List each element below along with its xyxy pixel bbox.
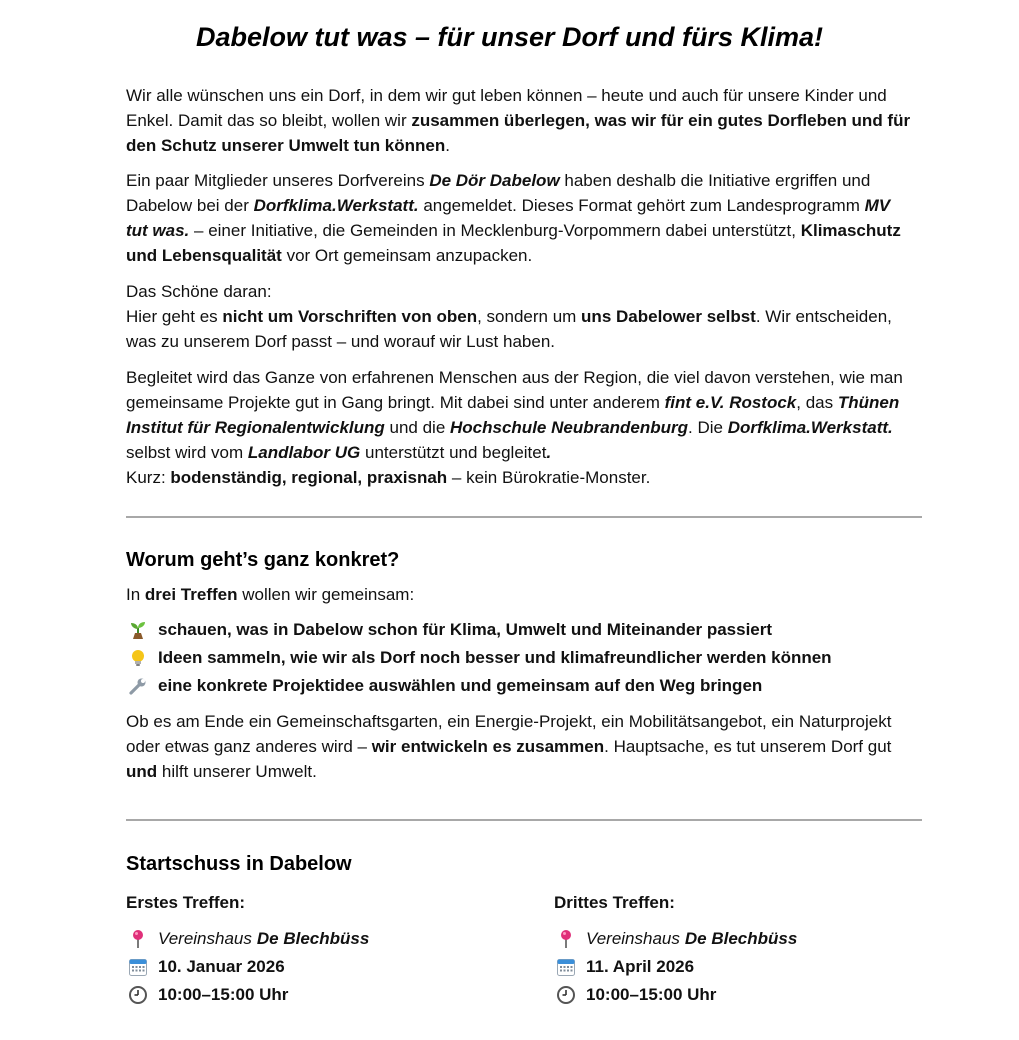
section-heading: Worum geht’s ganz konkret? bbox=[126, 549, 400, 571]
meeting-title: Erstes Treffen: bbox=[126, 893, 246, 912]
clock-icon bbox=[556, 985, 576, 1005]
section-heading: Startschuss in Dabelow bbox=[126, 853, 352, 875]
meeting-title: Drittes Treffen: bbox=[554, 893, 675, 912]
page-title: Dabelow tut was – für unser Dorf und fürs Klima! bbox=[195, 22, 824, 52]
section-divider bbox=[126, 819, 922, 821]
meeting-date: 11. April 2026 bbox=[554, 953, 934, 981]
pushpin-icon bbox=[128, 929, 148, 949]
intro-paragraph-2: Ein paar Mitglieder unseres Dorfvereins De Dör Dabelow haben deshalb die Initiative ergriffen und Dabelow bei der Dorfklima.Werkstatt. angemeldet. Dieses Format gehört zum Landesprogramm MV tut was. – einer Initiative, die Gemeinden in Mecklenburg-Vorpommern dabei unterstützt, Klimaschutz und Lebensqualität vor Ort gemeinsam anzupacken. bbox=[126, 171, 901, 265]
list-item: Ideen sammeln, wie wir als Dorf noch besser und klimafreundlicher werden können bbox=[126, 644, 916, 672]
concrete-section bbox=[126, 549, 916, 784]
meeting-place: Vereinshaus De Blechbüss bbox=[554, 925, 934, 953]
concrete-lead: In drei Treffen wollen wir gemeinsam: bbox=[126, 585, 415, 604]
intro-paragraph-4: Begleitet wird das Ganze von erfahrenen Menschen aus der Region, die viel davon verstehen, wie man gemeinsame Projekte gut in Gang bringt. Mit dabei sind unter anderem fint e.V. Rostock, das Thünen Institut für Regionalentwicklung und die Hochschule Neubrandenburg. Die Dorfklima.Werkstatt. selbst wird vom Landlabor UG unterstützt und begleitet. Kurz: bodenständig, regional, praxisnah – kein Bürokratie-Monster. bbox=[126, 368, 903, 487]
meeting-date: 10. Januar 2026 bbox=[126, 953, 506, 981]
goal-list bbox=[126, 616, 916, 700]
clock-icon bbox=[128, 985, 148, 1005]
seedling-icon bbox=[128, 620, 148, 640]
meeting-time: 10:00–15:00 Uhr bbox=[554, 981, 934, 1009]
calendar-icon bbox=[128, 957, 148, 977]
calendar-icon bbox=[556, 957, 576, 977]
list-item: schauen, was in Dabelow schon für Klima, Umwelt und Miteinander passiert bbox=[126, 616, 916, 644]
intro-paragraph-1: Wir alle wünschen uns ein Dorf, in dem wir gut leben können – heute und auch für unsere Kinder und Enkel. Damit das so bleibt, wollen wir zusammen überlegen, was wir für ein gutes Dorfleben und für den Schutz unserer Umwelt tun können. bbox=[126, 86, 911, 155]
section-divider bbox=[126, 516, 922, 518]
lightbulb-icon bbox=[128, 648, 148, 668]
meeting-card bbox=[554, 891, 934, 1009]
pushpin-icon bbox=[556, 929, 576, 949]
list-item: eine konkrete Projektidee auswählen und gemeinsam auf den Weg bringen bbox=[126, 672, 916, 700]
intro-paragraph-3: Das Schöne daran: Hier geht es nicht um Vorschriften von oben, sondern um uns Dabelower selbst. Wir entscheiden, was zu unserem Dorf passt – und worauf wir Lust haben. bbox=[126, 282, 892, 351]
meeting-card bbox=[126, 891, 506, 1009]
concrete-outro: Ob es am Ende ein Gemeinschaftsgarten, ein Energie-Projekt, ein Mobilitätsangebot, ein Naturprojekt oder etwas ganz anderes wird – wir entwickeln es zusammen. Hauptsache, es tut unserem Dorf gut und hilft unserer Umwelt. bbox=[126, 712, 892, 781]
wrench-icon bbox=[128, 676, 148, 696]
start-section bbox=[126, 853, 916, 876]
meeting-time: 10:00–15:00 Uhr bbox=[126, 981, 506, 1009]
meeting-place: Vereinshaus De Blechbüss bbox=[126, 925, 506, 953]
